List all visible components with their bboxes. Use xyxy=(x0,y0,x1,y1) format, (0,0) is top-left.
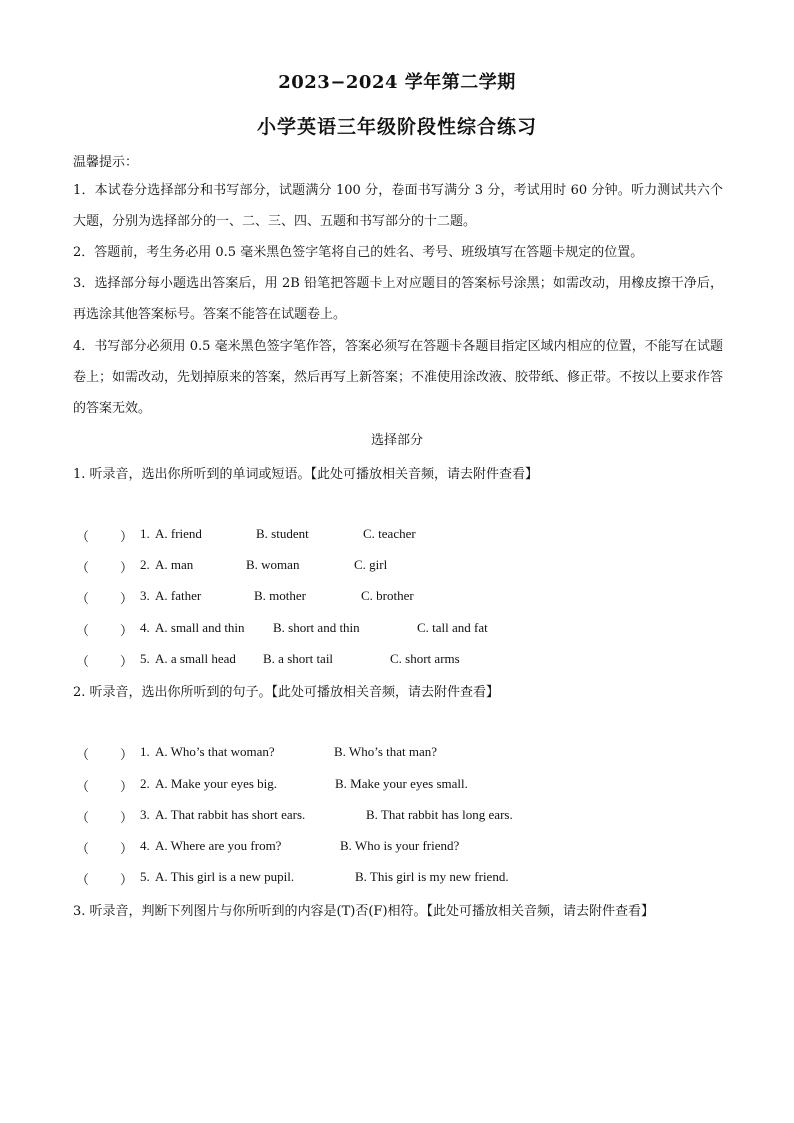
answer-paren-open: （ xyxy=(76,560,90,575)
question-2-prompt: 2. 听录音，选出你所听到的句子。【此处可播放相关音频，请去附件查看】 xyxy=(73,685,500,700)
answer-paren-open: （ xyxy=(76,841,90,856)
option-b: B. short and thin xyxy=(273,620,360,635)
note-item-2: 2．答题前，考生务必用 0.5 毫米黑色签字笔将自己的姓名、考号、班级填写在答题卡规定的位置。 xyxy=(73,245,644,260)
item-number: 5. xyxy=(140,869,150,884)
answer-paren-close: ） xyxy=(120,654,134,669)
answer-paren-close: ） xyxy=(120,747,134,762)
answer-paren-close: ） xyxy=(120,529,134,544)
option-a: A. Make your eyes big. xyxy=(155,776,278,791)
option-a: A. This girl is a new pupil. xyxy=(155,869,295,884)
option-b: B. Make your eyes small. xyxy=(335,776,468,791)
option-a: A. Who’s that woman? xyxy=(155,744,275,759)
answer-paren-open: （ xyxy=(76,591,90,606)
option-b: B. Who’s that man? xyxy=(334,744,438,759)
answer-paren-close: ） xyxy=(120,779,134,794)
question-3-prompt: 3. 听录音，判断下列图片与你所听到的内容是(T)否(F)相符。【此处可播放相关音频，请去附件查看】 xyxy=(73,904,655,919)
option-a: A. Where are you from? xyxy=(155,838,282,853)
answer-paren-open: （ xyxy=(76,779,90,794)
note-item-4: 4．书写部分必须用 0.5 毫米黑色签字笔作答，答案必须写在答题卡各题目指定区域内相应的位置，不能写在试题卷上；如需改动，先划掉原来的答案，然后再写上新答案；不准使用涂改液、胶带纸、修正带。不按以上要求作答的答案无效。 xyxy=(73,339,724,416)
answer-paren-open: （ xyxy=(76,810,90,825)
item-number: 3. xyxy=(140,807,150,822)
option-c: C. tall and fat xyxy=(417,620,488,635)
answer-paren-close: ） xyxy=(120,623,134,638)
answer-paren-open: （ xyxy=(76,529,90,544)
answer-paren-close: ） xyxy=(120,841,134,856)
option-b: B. mother xyxy=(254,588,306,603)
option-b: B. This girl is my new friend. xyxy=(355,869,509,884)
notes-heading: 温馨提示： xyxy=(73,155,139,170)
item-number: 3. xyxy=(140,588,150,603)
option-b: B. student xyxy=(256,526,309,541)
option-c: C. girl xyxy=(354,557,388,572)
option-b: B. Who is your friend? xyxy=(340,838,460,853)
option-a: A. small and thin xyxy=(155,620,245,635)
answer-paren-open: （ xyxy=(76,654,90,669)
note-item-3: 3．选择部分每小题选出答案后，用 2B 铅笔把答题卡上对应题目的答案标号涂黑；如需改动，用橡皮擦干净后，再选涂其他答案标号。答案不能答在试题卷上。 xyxy=(73,276,723,322)
answer-paren-close: ） xyxy=(120,591,134,606)
option-b: B. That rabbit has long ears. xyxy=(366,807,513,822)
option-a: A. friend xyxy=(155,526,202,541)
section-label: 选择部分 xyxy=(370,433,423,448)
item-number: 1. xyxy=(140,526,150,541)
option-b: B. a short tail xyxy=(263,651,334,666)
option-b: B. woman xyxy=(246,557,300,572)
option-c: C. short arms xyxy=(390,651,460,666)
answer-paren-close: ） xyxy=(120,560,134,575)
exam-title-subject: 小学英语三年级阶段性综合练习 xyxy=(256,116,537,138)
answer-paren-open: （ xyxy=(76,623,90,638)
answer-paren-close: ） xyxy=(120,872,134,887)
answer-paren-close: ） xyxy=(120,810,134,825)
option-a: A. a small head xyxy=(155,651,236,666)
option-a: A. father xyxy=(155,588,202,603)
option-a: A. That rabbit has short ears. xyxy=(155,807,306,822)
item-number: 1. xyxy=(140,744,150,759)
option-c: C. teacher xyxy=(363,526,416,541)
question-1-prompt: 1. 听录音，选出你所听到的单词或短语。【此处可播放相关音频，请去附件查看】 xyxy=(73,467,539,482)
item-number: 2. xyxy=(140,776,150,791)
option-a: A. man xyxy=(155,557,194,572)
option-c: C. brother xyxy=(361,588,414,603)
item-number: 4. xyxy=(140,838,150,853)
exam-title-term: 2023−2024 学年第二学期 xyxy=(278,72,516,93)
answer-paren-open: （ xyxy=(76,872,90,887)
answer-paren-open: （ xyxy=(76,747,90,762)
item-number: 2. xyxy=(140,557,150,572)
item-number: 4. xyxy=(140,620,150,635)
item-number: 5. xyxy=(140,651,150,666)
note-item-1: 1．本试卷分选择部分和书写部分，试题满分 100 分，卷面书写满分 3 分，考试用时 60 分钟。听力测试共六个大题，分别为选择部分的一、二、三、四、五题和书写部分的十二题。 xyxy=(73,183,723,229)
